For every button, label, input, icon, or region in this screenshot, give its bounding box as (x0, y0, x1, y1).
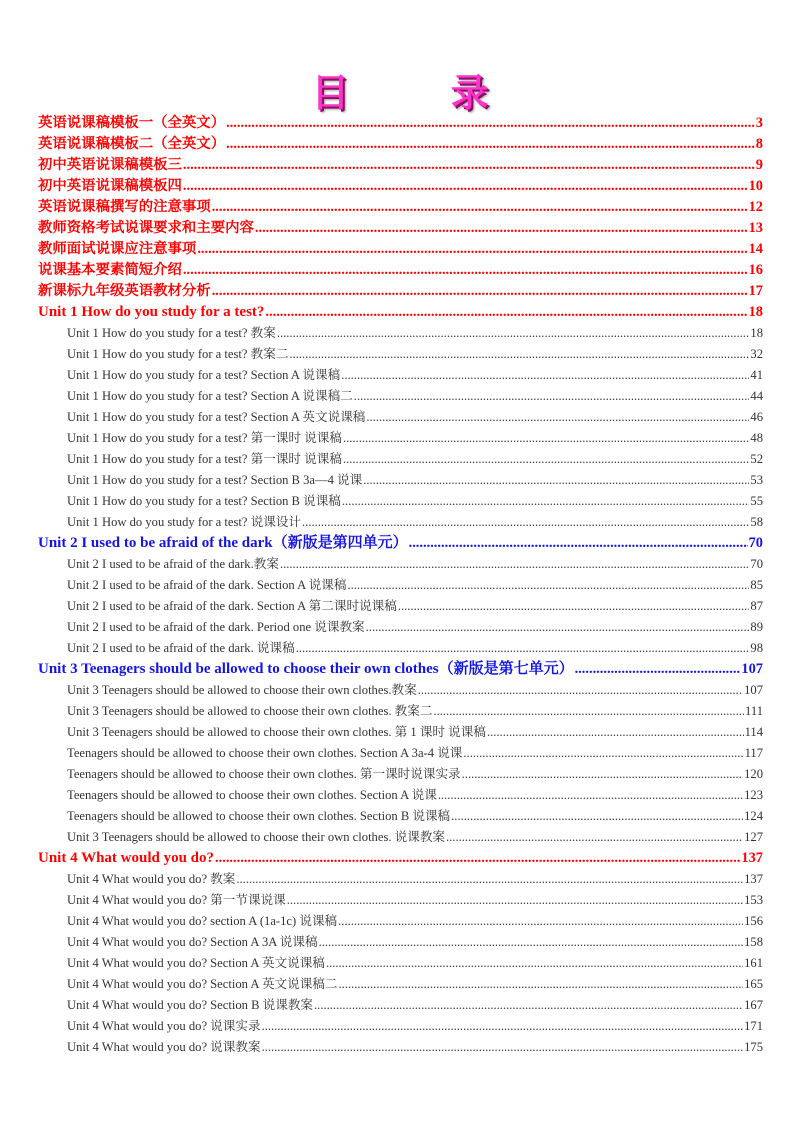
toc-page-number: 137 (744, 872, 763, 886)
toc-section-entry[interactable] (38, 848, 763, 869)
dot-leader (212, 197, 748, 218)
toc-subentry[interactable] (38, 491, 763, 512)
toc-page-number: 32 (750, 347, 763, 361)
toc-section-entry[interactable] (38, 239, 763, 260)
toc-section-entry[interactable] (38, 134, 763, 155)
dot-leader (226, 134, 755, 155)
toc-entry-label: Teenagers should be allowed to choose their own clothes. Section A 3a-4 说课 (67, 746, 463, 760)
toc-page-number: 46 (750, 410, 763, 424)
toc-entry-label: Unit 2 I used to be afraid of the dark.教案 (67, 557, 279, 571)
toc-page-number: 137 (741, 850, 763, 866)
toc-entry-label: Unit 3 Teenagers should be allowed to choose their own clothes. 教案二 (67, 704, 433, 718)
toc-subentry[interactable] (38, 785, 763, 806)
toc-page-number: 10 (748, 178, 763, 194)
toc-page-number: 167 (744, 998, 763, 1012)
toc-subentry[interactable] (38, 953, 763, 974)
toc-entry-label: 英语说课稿模板一（全英文） (38, 115, 226, 131)
toc-page-number: 87 (750, 599, 763, 613)
toc-entry-label: Unit 1 How do you study for a test? (38, 304, 265, 320)
toc-page-number: 44 (750, 389, 763, 403)
toc-page-number: 52 (750, 452, 763, 466)
dot-leader (226, 113, 755, 134)
toc-entry-label: Unit 4 What would you do? (38, 850, 215, 866)
toc-subentry[interactable] (38, 764, 763, 785)
toc-page-number: 120 (744, 767, 763, 781)
dot-leader (433, 701, 744, 722)
toc-page-number: 13 (748, 220, 763, 236)
toc-page-number: 85 (750, 578, 763, 592)
toc-page-number: 123 (744, 788, 763, 802)
dot-leader (343, 428, 749, 449)
toc-entry-label: Unit 3 Teenagers should be allowed to choose their own clothes. 说课教案 (67, 830, 446, 844)
toc-page-number: 18 (748, 304, 763, 320)
toc-entry-label: 新课标九年级英语教材分析 (38, 283, 211, 299)
toc-entry-label: Unit 1 How do you study for a test? 教案二 (67, 347, 289, 361)
toc-page-number: 16 (748, 262, 763, 278)
toc-page-number: 48 (750, 431, 763, 445)
dot-leader (262, 1037, 744, 1058)
toc-page-number: 89 (750, 620, 763, 634)
toc-page-number: 14 (748, 241, 763, 257)
toc-entry-label: Unit 4 What would you do? 教案 (67, 872, 236, 886)
dot-leader (314, 995, 743, 1016)
toc-entry-label: 英语说课稿撰写的注意事项 (38, 199, 211, 215)
toc-entry-label: Unit 1 How do you study for a test? Section B 3a—4 说课 (67, 473, 363, 487)
dot-leader (409, 533, 748, 554)
toc-subentry[interactable] (38, 911, 763, 932)
toc-page-number: 114 (744, 725, 763, 739)
toc-subentry[interactable] (38, 722, 763, 743)
toc-page-number: 127 (744, 830, 763, 844)
toc-section-entry[interactable] (38, 218, 763, 239)
toc-entry-label: Unit 3 Teenagers should be allowed to choose their own clothes（新版是第七单元） (38, 661, 574, 677)
dot-leader (326, 953, 743, 974)
toc-entry-label: Unit 4 What would you do? Section A 英文说课稿二 (67, 977, 338, 991)
toc-page-number: 153 (744, 893, 763, 907)
toc-subentry[interactable] (38, 575, 763, 596)
dot-leader (197, 239, 747, 260)
dot-leader (183, 155, 755, 176)
dot-leader (451, 806, 743, 827)
toc-entry-label: Teenagers should be allowed to choose their own clothes. Section A 说课 (67, 788, 437, 802)
toc-subentry[interactable] (38, 407, 763, 428)
toc-page-number: 41 (750, 368, 763, 382)
dot-leader (280, 554, 749, 575)
toc-subentry[interactable] (38, 512, 763, 533)
toc-entry-label: 初中英语说课稿模板三 (38, 157, 182, 173)
dot-leader (277, 323, 750, 344)
toc-page-number: 158 (744, 935, 763, 949)
toc-page-number: 171 (744, 1019, 763, 1033)
dot-leader (463, 743, 743, 764)
toc-subentry[interactable] (38, 638, 763, 659)
toc-subentry[interactable] (38, 995, 763, 1016)
toc-entry-label: Unit 3 Teenagers should be allowed to choose their own clothes.教案 (67, 683, 417, 697)
toc-entry-label: Unit 1 How do you study for a test? Section A 说课稿 (67, 368, 341, 382)
page-title: 目 录 (311, 71, 533, 115)
dot-leader (398, 596, 750, 617)
dot-leader (338, 911, 743, 932)
toc-entry-label: Unit 2 I used to be afraid of the dark. Period one 说课教案 (67, 620, 365, 634)
dot-leader (289, 344, 749, 365)
toc-subentry[interactable] (38, 680, 763, 701)
dot-leader (347, 575, 749, 596)
dot-leader (255, 218, 748, 239)
toc-subentry[interactable] (38, 743, 763, 764)
dot-leader (296, 638, 750, 659)
toc-page-number: 117 (744, 746, 763, 760)
toc-entry-label: Unit 4 What would you do? Section B 说课教案 (67, 998, 314, 1012)
dot-leader (363, 470, 749, 491)
toc-entry-label: 说课基本要素简短介绍 (38, 262, 182, 278)
toc-entry-label: Unit 2 I used to be afraid of the dark（新版是第四单元） (38, 535, 408, 551)
toc-page-number: 70 (750, 557, 763, 571)
toc-entry-label: Unit 1 How do you study for a test? Section A 说课稿二 (67, 389, 353, 403)
toc-subentry[interactable] (38, 932, 763, 953)
toc-section-entry[interactable] (38, 176, 763, 197)
toc-section-entry[interactable] (38, 260, 763, 281)
dot-leader (215, 848, 740, 869)
toc-entry-label: Unit 4 What would you do? Section A 3A 说课稿 (67, 935, 318, 949)
toc-subentry[interactable] (38, 701, 763, 722)
toc-subentry[interactable] (38, 449, 763, 470)
dot-leader (418, 680, 743, 701)
toc-subentry[interactable] (38, 365, 763, 386)
dot-leader (339, 974, 744, 995)
dot-leader (354, 386, 750, 407)
toc-page-number: 175 (744, 1040, 763, 1054)
toc-entry-label: Unit 4 What would you do? 说课教案 (67, 1040, 261, 1054)
dot-leader (343, 449, 749, 470)
toc-entry-label: Unit 3 Teenagers should be allowed to choose their own clothes. 第 1 课时 说课稿 (67, 725, 486, 739)
toc-subentry[interactable] (38, 1016, 763, 1037)
toc-page-number: 17 (748, 283, 763, 299)
toc-entry-label: 初中英语说课稿模板四 (38, 178, 182, 194)
toc-page-number: 70 (748, 535, 763, 551)
toc-entry-label: Unit 1 How do you study for a test? 说课设计 (67, 515, 302, 529)
toc-entry-label: Unit 1 How do you study for a test? Section B 说课稿 (67, 494, 341, 508)
toc-page-number: 53 (750, 473, 763, 487)
dot-leader (319, 932, 744, 953)
dot-leader (462, 764, 743, 785)
toc-page-number: 156 (744, 914, 763, 928)
toc-entry-label: 教师面试说课应注意事项 (38, 241, 197, 257)
dot-leader (446, 827, 743, 848)
toc-entry-label: Unit 4 What would you do? Section A 英文说课稿 (67, 956, 325, 970)
toc-entry-label: Unit 4 What would you do? section A (1a-1c) 说课稿 (67, 914, 338, 928)
table-of-contents (38, 113, 763, 1058)
toc-entry-label: Unit 2 I used to be afraid of the dark. 说课稿 (67, 641, 295, 655)
dot-leader (212, 281, 748, 302)
toc-subentry[interactable] (38, 554, 763, 575)
toc-subentry[interactable] (38, 869, 763, 890)
toc-subentry[interactable] (38, 617, 763, 638)
toc-section-entry[interactable] (38, 533, 763, 554)
toc-entry-label: Unit 1 How do you study for a test? 教案 (67, 326, 276, 340)
dot-leader (366, 407, 749, 428)
toc-entry-label: Unit 2 I used to be afraid of the dark. Section A 第二课时说课稿 (67, 599, 397, 613)
dot-leader (575, 659, 741, 680)
dot-leader (236, 869, 743, 890)
toc-subentry[interactable] (38, 596, 763, 617)
toc-subentry[interactable] (38, 974, 763, 995)
toc-page-number: 107 (744, 683, 763, 697)
dot-leader (366, 617, 750, 638)
dot-leader (265, 302, 747, 323)
toc-entry-label: 英语说课稿模板二（全英文） (38, 136, 226, 152)
toc-entry-label: Teenagers should be allowed to choose their own clothes. 第一课时说课实录 (67, 767, 461, 781)
toc-section-entry[interactable] (38, 113, 763, 134)
toc-entry-label: 教师资格考试说课要求和主要内容 (38, 220, 254, 236)
toc-page-number: 161 (744, 956, 763, 970)
toc-subentry[interactable] (38, 1037, 763, 1058)
toc-page-number: 18 (750, 326, 763, 340)
toc-page-number: 98 (750, 641, 763, 655)
toc-subentry[interactable] (38, 827, 763, 848)
toc-subentry[interactable] (38, 428, 763, 449)
toc-entry-label: Teenagers should be allowed to choose their own clothes. Section B 说课稿 (67, 809, 451, 823)
toc-subentry[interactable] (38, 344, 763, 365)
toc-page-number: 124 (744, 809, 763, 823)
toc-subentry[interactable] (38, 470, 763, 491)
dot-leader (342, 491, 750, 512)
toc-page-number: 9 (755, 157, 763, 173)
toc-page-number: 165 (744, 977, 763, 991)
toc-entry-label: Unit 4 What would you do? 第一节课说课 (67, 893, 286, 907)
toc-section-entry[interactable] (38, 659, 763, 680)
toc-page-number: 111 (745, 704, 763, 718)
dot-leader (438, 785, 743, 806)
dot-leader (341, 365, 749, 386)
toc-entry-label: Unit 4 What would you do? 说课实录 (67, 1019, 261, 1033)
toc-entry-label: Unit 2 I used to be afraid of the dark. Section A 说课稿 (67, 578, 347, 592)
toc-subentry[interactable] (38, 386, 763, 407)
toc-page-number: 58 (750, 515, 763, 529)
toc-section-entry[interactable] (38, 197, 763, 218)
dot-leader (287, 890, 743, 911)
dot-leader (302, 512, 749, 533)
toc-entry-label: Unit 1 How do you study for a test? 第一课时 说课稿 (67, 452, 342, 466)
toc-section-entry[interactable] (38, 302, 763, 323)
toc-page-number: 3 (755, 115, 763, 131)
dot-leader (487, 722, 744, 743)
toc-subentry[interactable] (38, 323, 763, 344)
toc-page-number: 107 (741, 661, 763, 677)
toc-subentry[interactable] (38, 806, 763, 827)
dot-leader (183, 260, 748, 281)
toc-subentry[interactable] (38, 890, 763, 911)
toc-page-number: 12 (748, 199, 763, 215)
toc-page-number: 55 (750, 494, 763, 508)
toc-entry-label: Unit 1 How do you study for a test? Section A 英文说课稿 (67, 410, 366, 424)
dot-leader (183, 176, 748, 197)
toc-section-entry[interactable] (38, 155, 763, 176)
dot-leader (262, 1016, 744, 1037)
toc-page-number: 8 (755, 136, 763, 152)
toc-entry-label: Unit 1 How do you study for a test? 第一课时 说课稿 (67, 431, 342, 445)
toc-section-entry[interactable] (38, 281, 763, 302)
